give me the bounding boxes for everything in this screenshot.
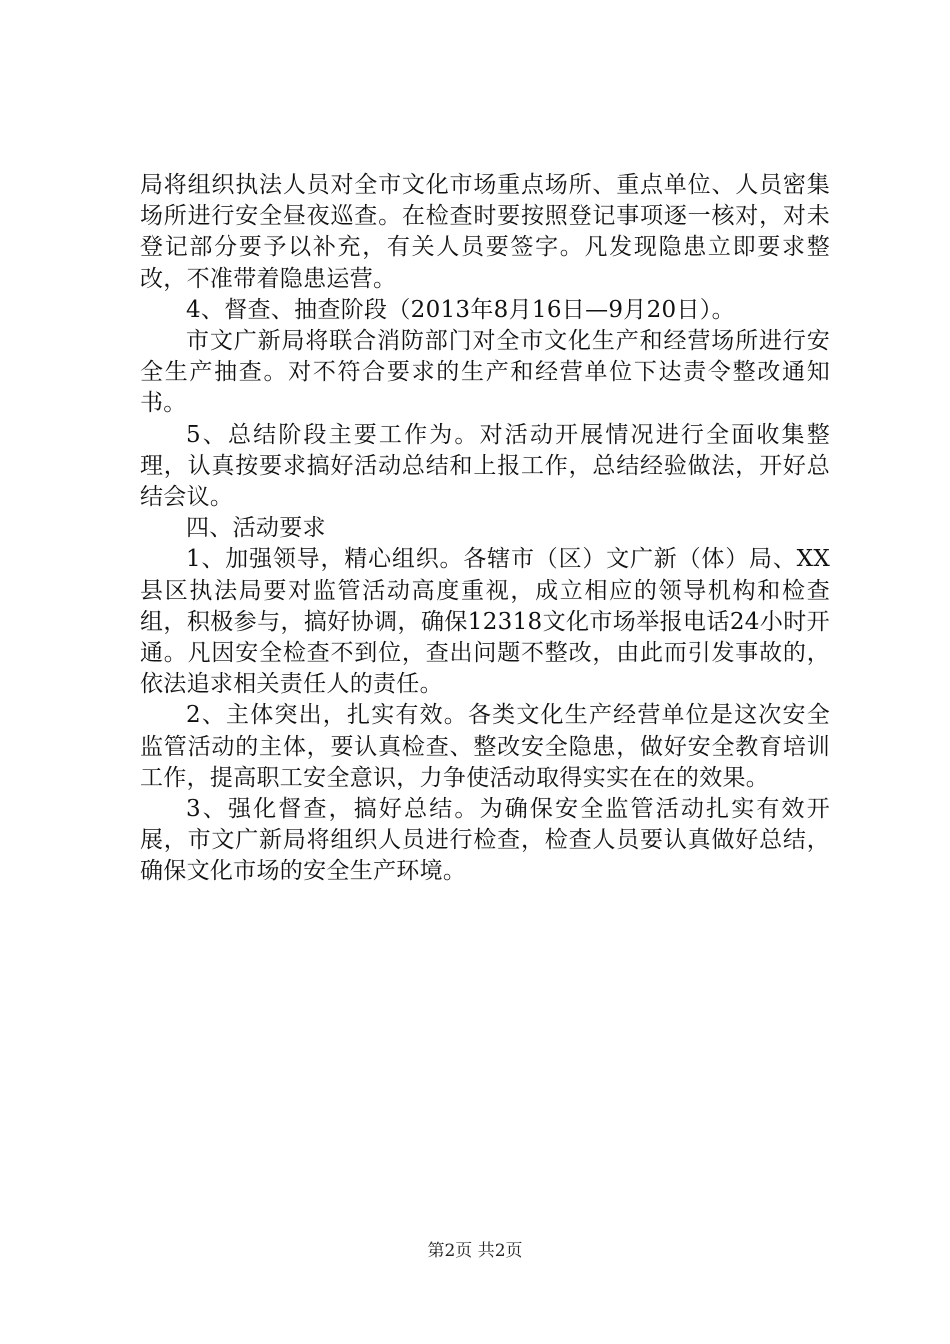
document-body	[140, 170, 830, 888]
paragraph-2: 4、督查、抽查阶段（2013年8月16日—9月20日）。	[186, 296, 735, 323]
paragraph-5: 1、加强领导，精心组织。各辖市（区）文广新（体）局、XX县区执法局要对监管活动高度重视，成立相应的领导机构和检查组，积极参与，搞好协调，确保12318文化市场举报电话24小时开通。凡因安全检查不到位，查出问题不整改，由此而引发事故的，依法追求相关责任人的责任。	[140, 546, 830, 698]
paragraph-3: 市文广新局将联合消防部门对全市文化生产和经营场所进行安全生产抽查。对不符合要求的生产和经营单位下达责令整改通知书。	[140, 328, 830, 417]
paragraph-6: 2、主体突出，扎实有效。各类文化生产经营单位是这次安全监管活动的主体，要认真检查、整改安全隐患，做好安全教育培训工作，提高职工安全意识，力争使活动取得实实在在的效果。	[140, 702, 830, 791]
section-heading: 四、活动要求	[186, 515, 326, 542]
paragraph-7: 3、强化督查，搞好总结。为确保安全监管活动扎实有效开展，市文广新局将组织人员进行检查，检查人员要认真做好总结，确保文化市场的安全生产环境。	[140, 796, 830, 885]
paragraph-4: 5、总结阶段主要工作为。对活动开展情况进行全面收集整理，认真按要求搞好活动总结和上报工作，总结经验做法，开好总结会议。	[140, 421, 830, 511]
paragraph-1: 局将组织执法人员对全市文化市场重点场所、重点单位、人员密集场所进行安全昼夜巡查。在检查时要按照登记事项逐一核对，对未登记部分要予以补充，有关人员要签字。凡发现隐患立即要求整改，不准带着隐患运营。	[140, 172, 830, 292]
page-footer: 第2页 共2页	[427, 1241, 523, 1261]
